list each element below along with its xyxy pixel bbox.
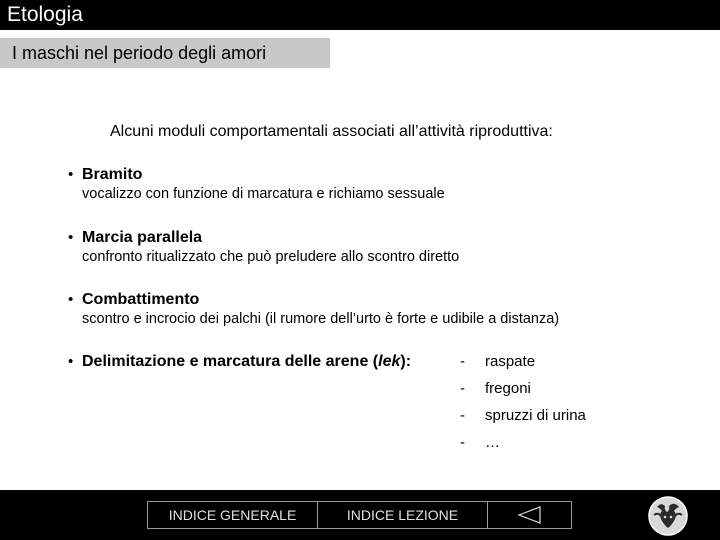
title-bar xyxy=(0,0,720,30)
item-title: Combattimento xyxy=(82,291,200,308)
footer-nav xyxy=(147,501,572,529)
indice-lezione-button[interactable]: INDICE LEZIONE xyxy=(318,502,488,528)
dash: - xyxy=(460,380,465,397)
item-title-part: Delimitazione e marcatura delle arene ( xyxy=(82,353,379,370)
intro-text: Alcuni moduli comportamentali associati all’attività riproduttiva: xyxy=(110,123,553,140)
list-item-text: … xyxy=(485,434,500,451)
list-item-text: fregoni xyxy=(485,380,531,397)
item-title xyxy=(82,352,411,372)
item-title: Marcia parallela xyxy=(82,229,203,246)
item-description: confronto ritualizzato che può preludere allo scontro diretto xyxy=(82,249,460,265)
back-button[interactable] xyxy=(488,502,571,528)
item-description: vocalizzo con funzione di marcatura e richiamo sessuale xyxy=(82,186,445,202)
app-title: Etologia xyxy=(7,3,83,26)
deer-head-logo-icon xyxy=(647,495,689,537)
indice-generale-button[interactable]: INDICE GENERALE xyxy=(148,502,318,528)
item-description: scontro e incrocio dei palchi (il rumore dell’urto è forte e udibile a distanza) xyxy=(82,311,560,327)
bullet: • xyxy=(68,353,74,370)
item-title: Bramito xyxy=(82,166,143,183)
item-title-part: ): xyxy=(400,353,412,370)
bullet: • xyxy=(68,166,74,183)
subtitle-banner xyxy=(0,38,330,68)
list-item-text: raspate xyxy=(485,353,536,370)
footer-bar xyxy=(0,490,720,540)
dash: - xyxy=(460,434,465,451)
page-subtitle: I maschi nel periodo degli amori xyxy=(12,43,267,63)
bullet: • xyxy=(68,291,74,308)
item-title-italic: lek xyxy=(378,353,401,370)
dash: - xyxy=(460,407,465,424)
left-triangle-icon xyxy=(517,505,543,525)
list-item-text: spruzzi di urina xyxy=(485,407,586,424)
dash: - xyxy=(460,353,465,370)
bullet: • xyxy=(68,229,74,246)
